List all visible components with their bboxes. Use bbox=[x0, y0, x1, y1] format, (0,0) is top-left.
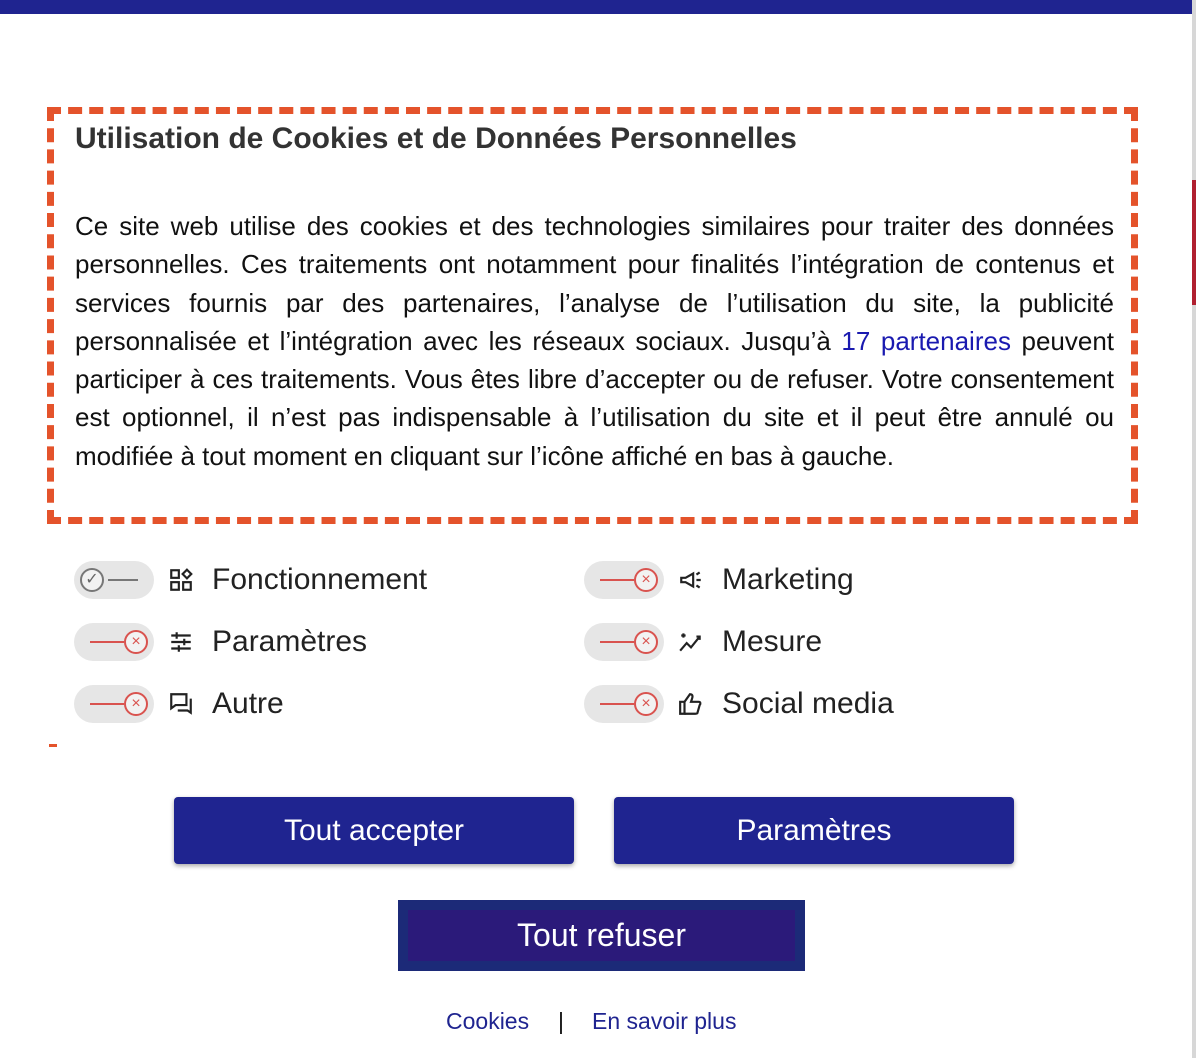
toggle-track-line bbox=[600, 641, 634, 643]
close-icon: × bbox=[124, 630, 148, 654]
category-parametres bbox=[74, 622, 367, 662]
check-icon: ✓ bbox=[80, 568, 104, 592]
category-autre bbox=[74, 684, 284, 724]
settings-button[interactable]: Paramètres bbox=[614, 797, 1014, 864]
footer-separator: | bbox=[558, 1008, 564, 1034]
toggle-mesure[interactable] bbox=[584, 623, 664, 661]
dialog-title: Utilisation de Cookies et de Données Personnelles bbox=[75, 122, 797, 155]
sliders-icon bbox=[166, 627, 196, 657]
outline-fragment bbox=[49, 744, 57, 747]
background-accent-strip bbox=[1192, 180, 1196, 305]
toggle-parametres[interactable] bbox=[74, 623, 154, 661]
widgets-icon bbox=[166, 565, 196, 595]
top-brand-bar bbox=[0, 0, 1192, 14]
category-label-mesure: Mesure bbox=[722, 625, 823, 658]
refuse-all-button[interactable]: Tout refuser bbox=[398, 900, 805, 971]
toggle-track-line bbox=[90, 703, 124, 705]
megaphone-icon bbox=[676, 565, 706, 595]
category-label-fonctionnement: Fonctionnement bbox=[212, 563, 428, 596]
category-label-marketing: Marketing bbox=[722, 563, 854, 596]
toggle-track-line bbox=[600, 703, 634, 705]
thumbs-up-icon bbox=[676, 689, 706, 719]
page-scrollbar-edge bbox=[1192, 0, 1196, 1058]
description-text-1: Ce site web utilise des cookies et des technologies similaires pour traiter des données personnelles. Ces traitements ont notamment pour finalités l’intégration de contenus et services fournis par des partenaires, l’analyse de l’utilisation du site, la publicité personnalisée et l’intégration avec les réseaux sociaux. Jusqu’à bbox=[75, 211, 1114, 356]
toggle-track-line bbox=[108, 579, 138, 581]
category-mesure bbox=[584, 622, 822, 662]
analytics-icon bbox=[676, 627, 706, 657]
close-icon: × bbox=[634, 568, 658, 592]
description-text-2: peuvent participer à ces traitements. Vous êtes libre d’accepter ou de refuser. Votre consentement est optionnel, il n’est pas indispensable à l’utilisation du site et il peut être annulé ou modifiée à tout moment en cliquant sur l’icône affiché en bas à gauche. bbox=[75, 325, 1115, 471]
toggle-autre[interactable] bbox=[74, 685, 154, 723]
close-icon: × bbox=[634, 692, 658, 716]
learn-more-link[interactable]: En savoir plus bbox=[592, 1008, 737, 1034]
toggle-track-line bbox=[90, 641, 124, 643]
category-social-media bbox=[584, 684, 894, 724]
close-icon: × bbox=[124, 692, 148, 716]
category-fonctionnement bbox=[74, 560, 427, 600]
dialog-description bbox=[75, 207, 1114, 475]
cookies-link[interactable]: Cookies bbox=[446, 1008, 530, 1034]
chat-icon bbox=[166, 689, 196, 719]
toggle-fonctionnement[interactable] bbox=[74, 561, 154, 599]
partners-link[interactable]: 17 partenaires bbox=[841, 325, 1011, 356]
category-label-parametres: Paramètres bbox=[212, 625, 368, 658]
toggle-track-line bbox=[600, 579, 634, 581]
category-label-autre: Autre bbox=[212, 687, 284, 720]
category-label-social-media: Social media bbox=[722, 687, 894, 720]
toggle-marketing[interactable] bbox=[584, 561, 664, 599]
accept-all-button[interactable]: Tout accepter bbox=[174, 797, 574, 864]
close-icon: × bbox=[634, 630, 658, 654]
category-marketing bbox=[584, 560, 854, 600]
toggle-social-media[interactable] bbox=[584, 685, 664, 723]
